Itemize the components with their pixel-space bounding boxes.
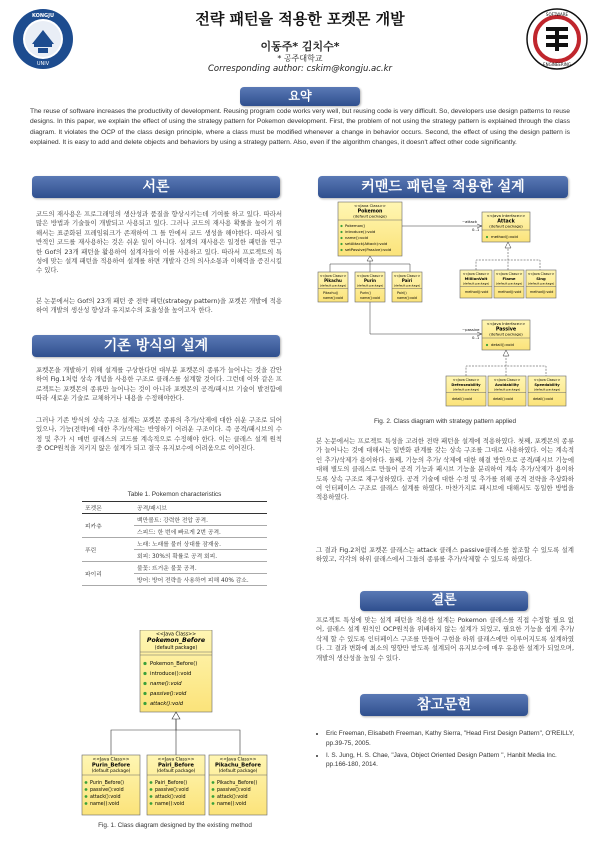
uml-method: introduce():void — [345, 229, 376, 234]
table-row — [82, 562, 267, 574]
table-cell: 회피: 30%의 확률로 공격 회피. — [134, 550, 267, 562]
table-cell: 스피드: 한 번에 빠르게 2번 공격. — [134, 526, 267, 538]
uml-method: Purin() — [360, 291, 371, 295]
uml-method: detail():void — [533, 397, 553, 401]
uml-class-pairi-before — [147, 755, 205, 815]
uml-package: (default package) — [353, 213, 387, 219]
uml-method: name():void — [323, 296, 344, 300]
fig1-caption: Fig. 1. Class diagram designed by the existing method — [98, 822, 252, 829]
uml-package: (default package) — [218, 769, 258, 774]
uml-stereotype: <<Java Class>> — [452, 378, 480, 382]
uml-method: Pikachu_Before() — [217, 781, 258, 786]
uml-class-millionvolt — [460, 270, 492, 298]
reference-item: • Eric Freeman, Elisabeth Freeman, Kathy Sierra, "Head First Design Pattern", O'REILLY, pp.39-75, 2005. — [326, 729, 578, 749]
reference-list — [316, 729, 578, 772]
uml-stereotype: <<Java Class>> — [462, 272, 490, 276]
uml-stereotype: <<Java Class>> — [92, 757, 130, 763]
uml-package: (default package) — [319, 283, 347, 288]
svg-text:KONGJU: KONGJU — [31, 13, 55, 19]
existing-paragraph-1: 포켓몬을 개발하기 위해 설계를 구상한다면 대부분 포켓몬의 종류가 늘어나는 것을 감안하여 Fig.1처럼 상속 개념을 사용한 구조로 클래스를 설계할 것이다. 그런데 이와 같은 프로젝트는 포켓몬의 종류만 늘어나는 것이 아니라 포켓몬의 공격/패시브 기술이 발전함에 따라 새로운 기술로 교체하거나 내용을 수정해야한다. — [36, 366, 282, 403]
uml-method: name():void — [217, 802, 247, 807]
uml-package: (default package) — [527, 281, 555, 286]
uml-class-name: Sing — [536, 276, 546, 281]
uml-package: (default package) — [533, 387, 561, 392]
fig1-class-diagram — [78, 630, 268, 825]
uml-stereotype: <<Java Class>> — [354, 203, 386, 208]
uml-method: Pikachu() — [323, 291, 339, 295]
uml-package: (default package) — [452, 387, 480, 392]
section-heading-existing: 기존 방식의 설계 — [32, 335, 280, 357]
uml-method: detail():void — [493, 397, 513, 401]
uml-method: Purin_Before() — [90, 781, 125, 786]
uml-method: attack():void — [155, 795, 186, 800]
uml-method: attack():void — [150, 701, 184, 707]
uml-class-name: Pikachu — [324, 278, 342, 283]
uml-class-name: MillionVolt — [464, 276, 488, 281]
section-heading-command: 커맨드 패턴을 적용한 설계 — [318, 176, 568, 198]
abstract-text: The reuse of software increases the productivity of development. Reusing program code works very well, but reusing code is very difficult. So, developers use design patterns to reuse designs. In this paper, we explain the effect of using the strategy pattern for Pokemon development. First, the problem of not using the strategy pattern is explained through the class diagram. It violates the OCP of the class design principle, where a class must be modified whenever a change in behavior occurs. Second, the effect of using the design pattern is explained. It is easy to add and delete objects and behaviors by using a strategy pattern. Also, even if the algorithm changes, it doesn't affect other code significantly. — [30, 108, 570, 147]
uml-stereotype: <<Java Class>> — [157, 757, 195, 763]
uml-class-name: Defenseability — [451, 383, 481, 387]
uml-method: Pokemon_Before() — [150, 661, 198, 667]
uml-method: passive():void — [90, 788, 124, 793]
table-cell: 노래: 노래를 불러 상대를 잠재움. — [134, 538, 267, 550]
uml-package: (default package) — [495, 281, 523, 286]
uml-package: (default package) — [489, 223, 523, 229]
uml-class-name: Pokemon_Before — [146, 637, 206, 644]
table-row — [82, 514, 267, 526]
uml-method: setPassive(Passive):void — [345, 247, 392, 252]
uml-class-avoidability — [488, 376, 526, 406]
uml-package: (default package) — [393, 283, 421, 288]
uml-package: (default package) — [91, 769, 131, 774]
paper-title: 전략 패턴을 적용한 포켓몬 개발 — [195, 10, 405, 28]
svg-text:UNIV: UNIV — [36, 61, 50, 67]
uml-package: (default package) — [154, 646, 198, 651]
uml-stereotype: <<Java Interface>> — [486, 213, 526, 218]
association-label: ~attack — [462, 219, 478, 224]
uml-class-name: Purin — [364, 278, 376, 283]
uml-method: name():void — [360, 296, 381, 300]
uml-class-pokemon — [338, 202, 402, 256]
uml-method: detail():void — [491, 342, 514, 347]
uml-class-pikachu — [318, 272, 348, 302]
uml-class-name: Pokemon — [357, 209, 383, 215]
uml-stereotype: <<Java Class>> — [219, 757, 257, 763]
uml-method: name():void — [155, 802, 185, 807]
table-group-name: 푸린 — [82, 538, 134, 562]
svg-text:SOFTWARE: SOFTWARE — [545, 12, 569, 17]
uml-method: introduce():void — [150, 671, 192, 677]
association-label: ~passive — [462, 327, 480, 332]
multiplicity-label: 0..1 — [472, 335, 480, 340]
uml-method: name():void — [397, 296, 418, 300]
uml-stereotype: <<Java Class>> — [493, 378, 521, 382]
uml-class-sing — [526, 270, 556, 298]
uml-package: (default package) — [356, 283, 384, 288]
corresponding-author: Corresponding author: cskim@kongju.ac.kr — [207, 64, 393, 74]
uml-method: Pairi() — [397, 291, 407, 295]
conclusion-text: 프로젝트 특성에 맞는 설계 패턴을 적용한 설계는 Pokemon 클래스를 직접 수정할 필요 없어, 클래스 설계 원칙인 OCP원칙을 위배하지 않는 설계가 되었고, 필요한 기능을 쉽게 추가/삭제 할 수 있도록 인터페이스 구조를 만들어 구현을 하위 클래스에만 이루어지도록 설계하였다. 그 결과 변화에 최소의 영향만 받도록 설계되어 유지보수에 매우 유용한 설계가 되었으며, 개발의 생산성을 높일 수 있다. — [316, 616, 574, 662]
intro-paragraph-2: 본 논문에서는 Gof의 23개 패턴 중 전략 패턴(strategy pattern)을 포켓몬 개발에 적용하여 개발의 생산성 향상과 유지보수의 효율성을 높이고자 한다. — [36, 297, 282, 315]
pokemon-characteristics-table — [82, 501, 267, 586]
uml-package: (default package) — [462, 281, 490, 286]
uml-stereotype: <<Java Class>> — [495, 272, 523, 276]
uml-class-name: Speedability — [534, 383, 560, 387]
intro-paragraph-1: 코드의 재사용은 프로그래밍의 생산성과 품질을 향상시키는데 기여를 하고 있다. 따라서 많은 방법과 기술들이 개발되고 사용되고 있다. 그러나 코드의 재사용 확률을 높이기 위해서는 표준화된 프레임워크가 존재하여 그 틀 안에서 코드 생성을 해야한다. 따라서 일반적인 코드를 재사용하는 것은 쉬운 일이 아니다. 설계의 재사용은 일정한 패턴을 연구한 Gof의 23개 패턴을 활용하여 설계자들이 이를 사용하고 있다. 따라서 프로젝트의 특성에 맞는 설계 패턴을 적용하여 설계를 하면 개발자 간의 의사소통과 이해력을 증진시킬 수 있다. — [36, 210, 282, 275]
uml-class-purin-before — [82, 755, 140, 815]
fig2-caption: Fig. 2. Class diagram with strategy pattern applied — [373, 418, 517, 425]
table-group-name: 피카츄 — [82, 514, 134, 538]
uml-class-speedability — [528, 376, 566, 406]
uml-method: passive():void — [155, 788, 189, 793]
table-header-cell: 포켓몬 — [82, 502, 134, 514]
uml-method: passive():void — [217, 788, 251, 793]
uml-class-name: Flame — [502, 276, 516, 281]
uml-class-name: Pairi — [401, 278, 413, 283]
table-header-row — [82, 502, 267, 514]
affiliation: * 공주대학교 — [277, 54, 323, 63]
uml-class-pairi — [392, 272, 422, 302]
uml-method: attack():void — [217, 795, 248, 800]
uml-method: method():void — [530, 290, 554, 294]
table-group-name: 파이리 — [82, 562, 134, 586]
uml-stereotype: <<Java Class>> — [319, 274, 347, 278]
uml-class-purin — [355, 272, 385, 302]
uml-method: method():void — [491, 234, 518, 239]
uml-package: (default package) — [493, 387, 521, 392]
uml-interface-passive — [482, 320, 530, 350]
uml-method: method():void — [465, 290, 489, 294]
uml-interface-attack — [482, 212, 530, 242]
uml-class-name: Passive — [495, 327, 517, 333]
multiplicity-label: 0..1 — [472, 227, 480, 232]
uml-method: Pokemon() — [345, 223, 366, 228]
section-heading-references: 참고문헌 — [360, 694, 528, 716]
uml-method: name():void — [150, 681, 182, 687]
uml-stereotype: <<Java Class>> — [533, 378, 561, 382]
uml-method: passive():void — [150, 691, 187, 697]
uml-class-name: Attack — [497, 219, 515, 225]
table-caption: Table 1. Pokemon characteristics — [127, 491, 222, 498]
uml-method: detail():void — [452, 397, 472, 401]
uml-class-flame — [494, 270, 524, 298]
table-row — [82, 538, 267, 550]
section-heading-conclusion: 결론 — [360, 591, 528, 611]
uml-stereotype: <<Java Class>> — [527, 272, 555, 276]
uml-package: (default package) — [489, 331, 523, 337]
authors: 이동주* 김치수* — [260, 40, 340, 53]
table-cell: 백만볼트: 강력한 전압 공격. — [134, 514, 267, 526]
section-heading-intro: 서론 — [32, 176, 280, 198]
command-paragraph-2: 그 결과 Fig.2처럼 포켓몬 클래스는 attack 클래스 passive클래스를 참조할 수 있도록 설계하였고, 각각의 하위 클래스에서 그들의 종류를 추가/삭제할 수 있도록 하였다. — [316, 546, 574, 564]
uml-method: setAttack(Attack):void — [345, 241, 388, 246]
existing-paragraph-2: 그러나 기존 방식의 상속 구조 설계는 포켓몬 종류의 추가/삭제에 대한 쉬운 구조로 되어 있으나, 기능(전략)에 대한 추가/삭제는 반영하기 어려운 구조이다. 즉 공격/패시브의 수정 및 추가 시 매번 클래스의 코드를 계속적으로 수정해야 한다. 이는 클래스 설계 원칙 중 OCP원칙을 지키지 않은 설계가 되고 결국 유지보수에 어려움으로 이어진다. — [36, 416, 282, 453]
uml-class-pokemon-before — [140, 630, 212, 712]
table-header-cell: 공격/패시브 — [134, 502, 267, 514]
uml-class-name: Pairi_Before — [158, 762, 194, 769]
table-cell: 불꽃: 뜨거운 불꽃 공격. — [134, 562, 267, 574]
uml-class-name: Pikachu_Before — [215, 762, 261, 769]
reference-item: • I. S. Jung, H. S. Chae, "Java, Object Oriented Design Pattern ", Hanbit Media Inc. pp.166-180, 2014. — [326, 751, 578, 771]
university-seal-logo — [12, 8, 74, 70]
uml-stereotype: <<Java Class>> — [155, 632, 197, 638]
command-paragraph-1: 본 논문에서는 프로젝트 특성을 고려한 전략 패턴을 설계에 적용하였다. 첫째, 포켓몬의 종류가 늘어나는 것에 대해서는 일반화 관계를 갖는 상속 구조를 그대로 사용하였다. 이는 계속적인 추가/삭제가 용이하다. 둘째, 기능의 추가/ 삭제에 대한 해결 방안으로 공격/패시브 기능에 대해 별도의 클래스로 만들어 공격 기능과 패시브 기능을 분리하여 계속 추가/삭제가 용이하도록 상속 구조로 재구성하였다. 공격 기술에 대한 수정 및 추가를 위해 공격 전략을 추상화하여 인터페이스 구조로 클래스 설계를 하였다. 마찬가지로 패시브에 대해서도 동일한 방법을 적용하였다. — [316, 437, 574, 502]
table-cell: 방어: 방어 전략을 사용하여 피해 40% 감소. — [134, 574, 267, 586]
uml-class-pikachu-before — [209, 755, 267, 815]
uml-class-name: Purin_Before — [91, 762, 131, 769]
uml-stereotype: <<Java Interface>> — [486, 321, 526, 326]
uml-method: method():void — [498, 290, 522, 294]
section-heading-abstract: 요약 — [240, 87, 360, 106]
uml-class-defenseability — [446, 376, 486, 406]
uml-package: (default package) — [156, 769, 196, 774]
uml-method: attack():void — [90, 795, 121, 800]
uml-method: Pairi_Before() — [155, 781, 188, 786]
department-seal-logo — [526, 8, 588, 70]
uml-method: name():void — [345, 235, 369, 240]
uml-class-name: Avoidability — [494, 383, 520, 387]
uml-stereotype: <<Java Class>> — [393, 274, 421, 278]
svg-text:ENGINEERING: ENGINEERING — [543, 62, 571, 67]
fig2-class-diagram — [316, 200, 574, 422]
uml-stereotype: <<Java Class>> — [356, 274, 384, 278]
uml-method: name():void — [90, 802, 120, 807]
